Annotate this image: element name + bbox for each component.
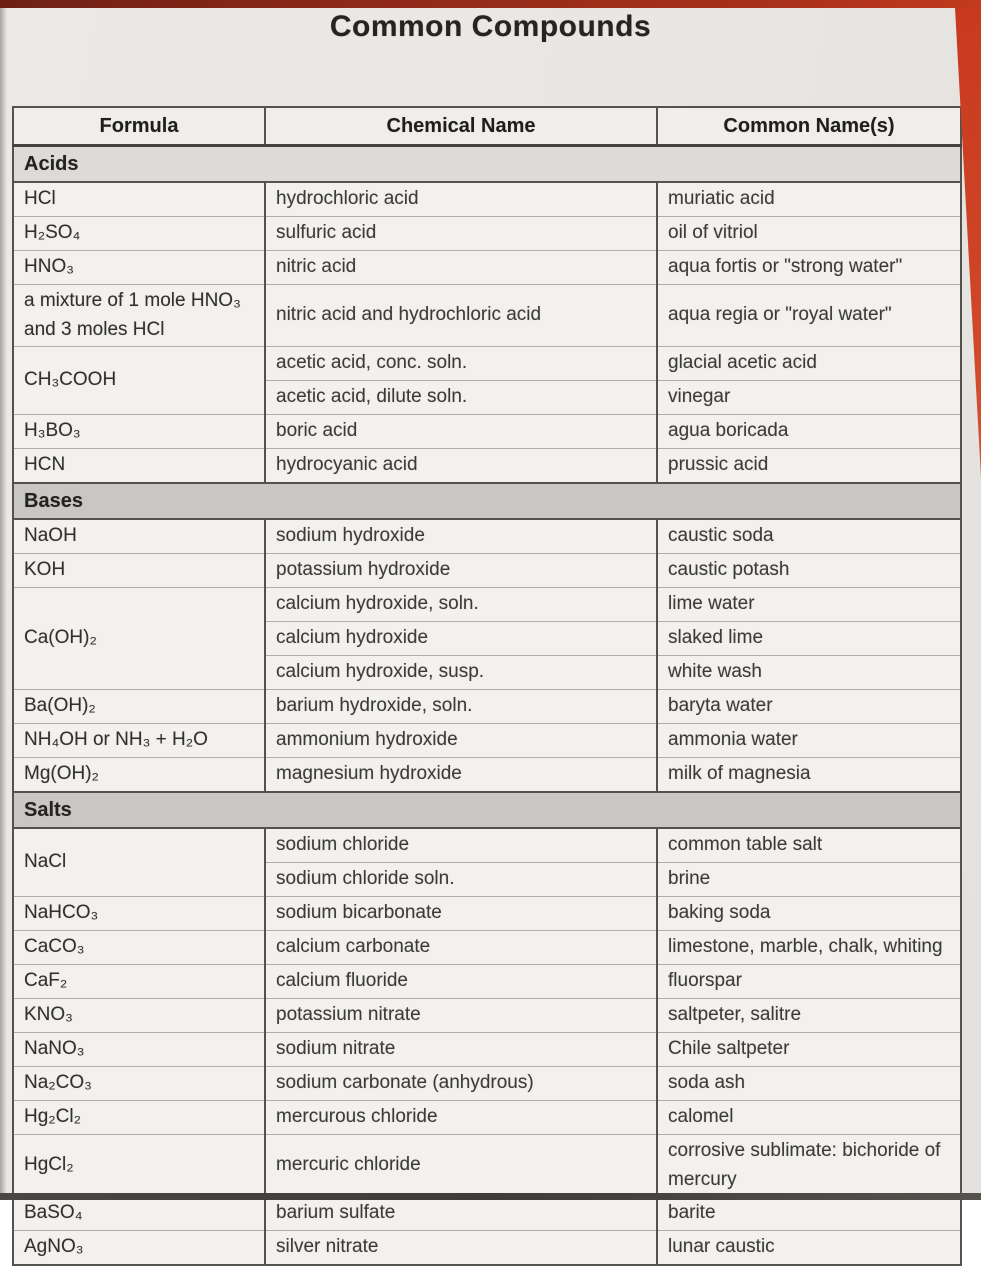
chemical-name-cell: nitric acid [265, 251, 657, 285]
common-name-cell: white wash [657, 656, 961, 690]
chemical-name-cell: sodium hydroxide [265, 519, 657, 554]
chemical-name-cell: calcium hydroxide, soln. [265, 588, 657, 622]
chemical-name-cell: sodium chloride [265, 828, 657, 863]
common-name-cell: lime water [657, 588, 961, 622]
column-header-formula: Formula [13, 107, 265, 146]
common-name-cell: calomel [657, 1101, 961, 1135]
chemical-name-cell: hydrochloric acid [265, 182, 657, 217]
common-name-cell: muriatic acid [657, 182, 961, 217]
common-name-cell: ammonia water [657, 724, 961, 758]
common-name-cell: caustic soda [657, 519, 961, 554]
formula-cell: KOH [13, 554, 265, 588]
column-header-chemical-name: Chemical Name [265, 107, 657, 146]
chemical-name-cell: boric acid [265, 415, 657, 449]
table-row [13, 251, 961, 285]
red-background-top-edge [0, 0, 981, 8]
common-name-cell: slaked lime [657, 622, 961, 656]
common-name-cell: prussic acid [657, 449, 961, 484]
common-name-cell: oil of vitriol [657, 217, 961, 251]
common-name-cell: aqua regia or "royal water" [657, 285, 961, 347]
table-row [13, 1033, 961, 1067]
formula-cell: NaOH [13, 519, 265, 554]
table-row [13, 828, 961, 863]
chemical-name-cell: silver nitrate [265, 1231, 657, 1266]
chemical-name-cell: ammonium hydroxide [265, 724, 657, 758]
table-row [13, 415, 961, 449]
chemical-name-cell: barium hydroxide, soln. [265, 690, 657, 724]
common-name-cell: caustic potash [657, 554, 961, 588]
table-row [13, 931, 961, 965]
section-label: Acids [13, 146, 961, 183]
chemical-name-cell: mercurous chloride [265, 1101, 657, 1135]
chemical-name-cell: mercuric chloride [265, 1135, 657, 1197]
table-row [13, 1135, 961, 1197]
table-row [13, 285, 961, 347]
formula-cell: NaNO₃ [13, 1033, 265, 1067]
table-row [13, 965, 961, 999]
formula-cell: NH₄OH or NH₃ + H₂O [13, 724, 265, 758]
formula-cell: KNO₃ [13, 999, 265, 1033]
page-title: Common Compounds [329, 10, 652, 43]
chemical-name-cell: magnesium hydroxide [265, 758, 657, 793]
section-row-acids [13, 146, 961, 183]
chemical-name-cell: sodium carbonate (anhydrous) [265, 1067, 657, 1101]
table-row [13, 554, 961, 588]
common-name-cell: barite [657, 1197, 961, 1231]
table-row [13, 519, 961, 554]
formula-cell: HNO₃ [13, 251, 265, 285]
formula-cell: AgNO₃ [13, 1231, 265, 1266]
formula-cell: CaF₂ [13, 965, 265, 999]
chemical-name-cell: sulfuric acid [265, 217, 657, 251]
formula-cell: H₃BO₃ [13, 415, 265, 449]
chemical-name-cell: nitric acid and hydrochloric acid [265, 285, 657, 347]
chemical-name-cell: sodium bicarbonate [265, 897, 657, 931]
formula-cell: H₂SO₄ [13, 217, 265, 251]
chemical-name-cell: acetic acid, conc. soln. [265, 347, 657, 381]
formula-cell: HCl [13, 182, 265, 217]
chemical-name-cell: potassium hydroxide [265, 554, 657, 588]
common-name-cell: limestone, marble, chalk, whiting [657, 931, 961, 965]
chemical-name-cell: sodium nitrate [265, 1033, 657, 1067]
formula-cell: Ca(OH)₂ [13, 588, 265, 690]
chemical-name-cell: sodium chloride soln. [265, 863, 657, 897]
table-row [13, 1101, 961, 1135]
common-name-cell: soda ash [657, 1067, 961, 1101]
table-header-row [13, 107, 961, 146]
section-row-bases [13, 483, 961, 519]
common-compounds-table [12, 106, 962, 1266]
table-row [13, 897, 961, 931]
common-name-cell: baking soda [657, 897, 961, 931]
common-name-cell: common table salt [657, 828, 961, 863]
formula-cell: CaCO₃ [13, 931, 265, 965]
common-name-cell: corrosive sublimate: bichoride of mercury [657, 1135, 961, 1197]
formula-cell: Ba(OH)₂ [13, 690, 265, 724]
section-label: Bases [13, 483, 961, 519]
table-row [13, 182, 961, 217]
formula-cell: Mg(OH)₂ [13, 758, 265, 793]
formula-cell: HCN [13, 449, 265, 484]
formula-cell: Hg₂Cl₂ [13, 1101, 265, 1135]
section-label: Salts [13, 792, 961, 828]
formula-cell: HgCl₂ [13, 1135, 265, 1197]
table-row [13, 1197, 961, 1231]
common-name-cell: lunar caustic [657, 1231, 961, 1266]
formula-cell: NaCl [13, 828, 265, 897]
table-row [13, 1067, 961, 1101]
common-name-cell: agua boricada [657, 415, 961, 449]
page-left-shadow [0, 8, 7, 1193]
table-row [13, 758, 961, 793]
common-name-cell: aqua fortis or "strong water" [657, 251, 961, 285]
table-row [13, 449, 961, 484]
table-row [13, 690, 961, 724]
chemical-name-cell: barium sulfate [265, 1197, 657, 1231]
table-row [13, 1231, 961, 1266]
common-name-cell: Chile saltpeter [657, 1033, 961, 1067]
common-name-cell: milk of magnesia [657, 758, 961, 793]
chemical-name-cell: calcium fluoride [265, 965, 657, 999]
formula-cell: NaHCO₃ [13, 897, 265, 931]
chemical-name-cell: hydrocyanic acid [265, 449, 657, 484]
chemical-name-cell: calcium hydroxide [265, 622, 657, 656]
formula-cell: a mixture of 1 mole HNO₃ and 3 moles HCl [13, 285, 265, 347]
common-name-cell: brine [657, 863, 961, 897]
chemical-name-cell: calcium hydroxide, susp. [265, 656, 657, 690]
common-name-cell: vinegar [657, 381, 961, 415]
formula-cell: BaSO₄ [13, 1197, 265, 1231]
formula-cell: CH₃COOH [13, 347, 265, 415]
common-name-cell: saltpeter, salitre [657, 999, 961, 1033]
common-name-cell: baryta water [657, 690, 961, 724]
chemical-name-cell: calcium carbonate [265, 931, 657, 965]
table-row [13, 217, 961, 251]
table-row [13, 724, 961, 758]
common-name-cell: fluorspar [657, 965, 961, 999]
section-row-salts [13, 792, 961, 828]
common-name-cell: glacial acetic acid [657, 347, 961, 381]
table-row [13, 999, 961, 1033]
chemical-name-cell: potassium nitrate [265, 999, 657, 1033]
table-row [13, 347, 961, 381]
chemical-name-cell: acetic acid, dilute soln. [265, 381, 657, 415]
column-header-common-names: Common Name(s) [657, 107, 961, 146]
formula-cell: Na₂CO₃ [13, 1067, 265, 1101]
table-row [13, 588, 961, 622]
compounds-table-body [13, 146, 961, 1266]
page-bottom-edge [0, 1193, 981, 1200]
